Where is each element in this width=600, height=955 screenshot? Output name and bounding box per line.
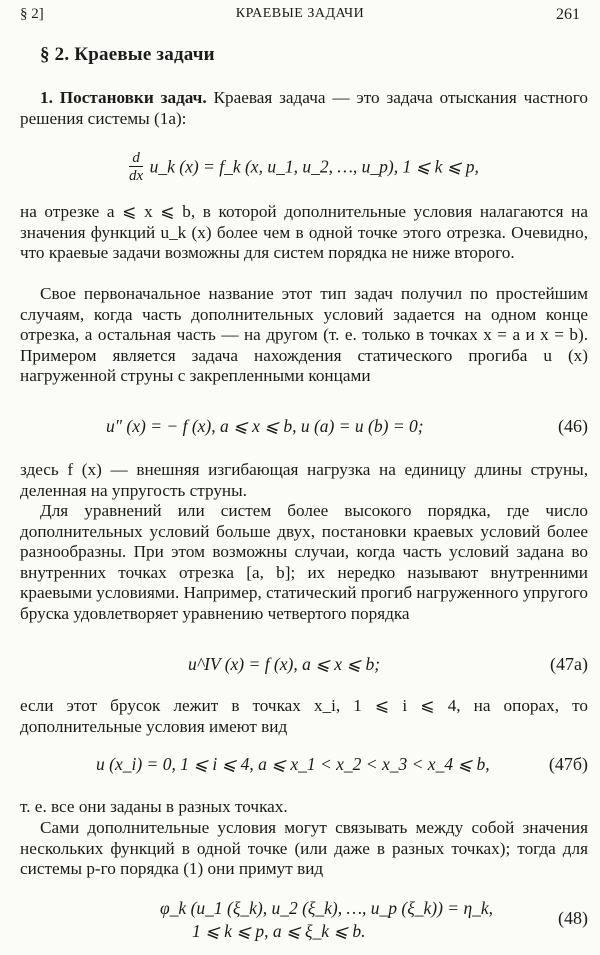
equation-47a (20, 654, 588, 678)
paragraph-5-text: если этот брусок лежит в точках x_i, 1 ⩽ i ⩽ 4, на опорах, то дополнительные условия имеют вид (20, 696, 588, 736)
equation-47b-body: u (x_i) = 0, 1 ⩽ i ⩽ 4, a ⩽ x_1 < x_2 < x_3 < x_4 ⩽ b, (96, 754, 490, 774)
frac-numerator: d (132, 150, 140, 166)
derivative-fraction (129, 150, 143, 184)
paragraph-6-text: т. е. все они заданы в разных точках. (20, 797, 288, 816)
header-title: КРАЕВЫЕ ЗАДАЧИ (235, 6, 365, 21)
equation-48 (20, 898, 588, 948)
paragraph-4-text: Для уравнений или систем более высокого порядка, где число дополнительных условий больше двух, постановки краевых условий более разнообразны. При этом возможны случаи, когда часть условий задана во внутренних точках отрезка [a, b]; их нередко называют внутренними краевыми условиями. Например, статический прогиб нагруженного упругого бруска удовлетворяет уравнению четвертого порядка (20, 501, 588, 623)
intro-paragraph (20, 88, 588, 129)
equation-body: u_k (x) = f_k (x, u_1, u_2, …, u_p), 1 ⩽ k ⩽ p, (149, 156, 479, 177)
equation-48-line1: φ_k (u_1 (ξ_k), u_2 (ξ_k), …, u_p (ξ_k)) = η_k, (160, 898, 494, 918)
paragraph-2 (20, 284, 588, 387)
equation-47a-body: u^IV (x) = f (x), a ⩽ x ⩽ b; (188, 654, 381, 674)
subsection-title: 1. Постановки задач. (40, 88, 207, 107)
equation-1a (20, 150, 588, 186)
equation-47a-number: (47а) (550, 654, 588, 674)
paragraph-7-text: Сами дополнительные условия могут связывать между собой значения нескольких функций в одной точке (или даже в разных точках); тогда для системы p-го порядка (1) они примут вид (20, 818, 588, 878)
equation-47b-number: (47б) (548, 754, 588, 774)
paragraph-1 (20, 202, 588, 264)
paragraph-5 (20, 696, 588, 737)
paragraph-3-text: здесь f (x) — внешняя изгибающая нагрузка на единицу длины струны, деленная на упругость струны. (20, 460, 588, 500)
paragraph-1-text: на отрезке a ⩽ x ⩽ b, в которой дополнительные условия налагаются на значения функций u_k (x) более чем в одной точке этого отрезка. Очевидно, что краевые задачи возможны для систем порядка не ниже второго. (20, 202, 588, 262)
section-title: § 2. Краевые задачи (40, 44, 215, 65)
frac-denominator: dx (129, 168, 144, 184)
equation-46-number: (46) (558, 416, 588, 436)
header-section-ref: § 2] (20, 6, 44, 22)
paragraph-6 (20, 797, 588, 818)
paragraph-7 (20, 818, 588, 880)
equation-48-number: (48) (558, 908, 588, 928)
page-number: 261 (556, 6, 580, 23)
paragraph-4 (20, 501, 588, 624)
paragraph-3 (20, 460, 588, 501)
equation-46 (20, 416, 588, 440)
equation-47b (20, 754, 588, 778)
equation-46-body: u″ (x) = − f (x), a ⩽ x ⩽ b, u (a) = u (b) = 0; (106, 416, 424, 436)
equation-48-line2: 1 ⩽ k ⩽ p, a ⩽ ξ_k ⩽ b. (192, 921, 366, 941)
subsection-lead: Краевая задача — это задача отыскания частного решения системы (1а): (20, 88, 588, 128)
running-header (20, 6, 580, 26)
paragraph-2-text: Свое первоначальное название этот тип задач получил по простейшим случаям, когда часть дополнительных условий задается на одном конце отрезка, а остальная часть — на другом (т. е. только в точках x = a и x = b). Примером является задача нахождения статического прогиба u (x) нагруженной струны с закрепленными концами (20, 284, 588, 385)
